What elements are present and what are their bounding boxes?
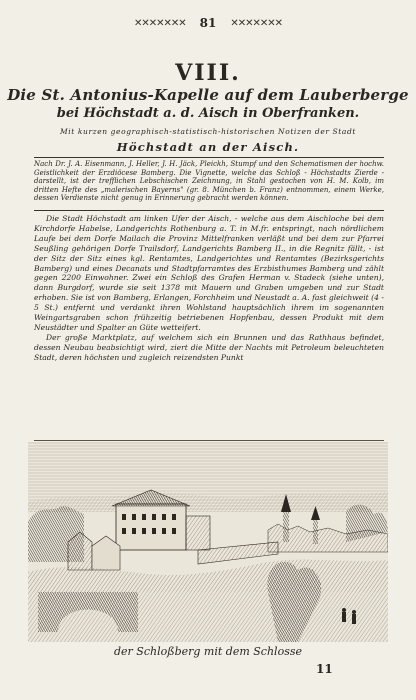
ornament-left: ✕✕✕✕✕✕✕ <box>133 17 186 29</box>
divider-top <box>34 157 384 158</box>
ornament-right: ✕✕✕✕✕✕✕ <box>230 17 282 29</box>
source-note-text: Nach Dr. J. A. Eisenmann, J. Heller, J. H. Jäck, Pleickh, Stumpf und den Schematismen der hochw. Geistlichkeit der Erzdiöcese Bamberg. Die Vignette, welche das Schloß - Höchstadts Zierde - darstellt, ist der trefflichen Lebschischen Zeichnung, in Stahl gestochen von H. M. Kolb, im dritten Hefte des „malerischen Bayerns" (gr. 8. München b. Franz) entnommen, einem Werke, dessen Verdienste nicht genug in Erinnerung gebracht werden können. <box>34 160 384 203</box>
signature-mark: 11 <box>316 662 333 676</box>
source-note <box>34 160 384 203</box>
article-subtitle: Mit kurzen geographisch-statistisch-historischen Notizen der Stadt <box>60 127 356 136</box>
article-title-line2: bei Höchstadt a. d. Aisch in Oberfranken. <box>56 106 360 121</box>
town-heading: Höchstadt an der Aisch. <box>116 140 300 154</box>
illustration-caption: der Schloßberg mit dem Schlosse <box>114 645 302 658</box>
engraving-icon <box>28 442 388 642</box>
chapter-number: VIII. <box>175 60 241 86</box>
page-header <box>0 14 416 32</box>
divider-bottom <box>34 210 384 211</box>
page-number: 81 <box>199 16 217 30</box>
paragraph-1: Die Stadt Höchstadt am linken Ufer der Aisch, - welche aus dem Aischloche bei dem Kirchdorfe Habelse, Landgerichts Rothenburg a. T. in M.fr. entspringt, nach nördlichem Laufe bei dem Dorfe Mailach die Provinz Mittelfranken verläßt und bei dem zur Pfarrei Seußling gehörigen Dorfe Trailsdorf, Landgerichts Bamberg II., in die Regnitz fällt, - ist der Sitz der Sitz eines kgl. Rentamtes, Landgerichtes und Rentamtes (Bezirksgerichts Bamberg) und eines Decanats und Stadtpfarramtes des Erzbisthumes Bamberg und zählt gegen 2200 Einwohner. Zwei ein Schloß des Grafen Herman v. Stadeck (siehe unten), dann Burgdorf, wurde sie seit 1378 mit Mauern und Graben umgeben und zur Stadt erhoben. Sie ist von Bamberg, Erlangen, Forchheim und Neustadt a. A. fast gleichweit (4 - 5 St.) entfernt und verdankt ihren Wohlstand hauptsächlich ihrem im sogenannten Weingartsgraben schon frühzeitig betriebenen Hopfenbau, dessen Produkt mit dem Neustädter und Spalter an Güte wetteifert. <box>34 214 384 332</box>
article-title: Die St. Antonius-Kapelle auf dem Lauberberge <box>7 86 409 104</box>
engraving-castle-illustration <box>28 442 388 642</box>
article-body <box>34 214 384 363</box>
illustration-border <box>34 440 384 441</box>
paragraph-2: Der große Marktplatz, auf welchem sich ein Brunnen und das Rathhaus befindet, dessen Neubau beabsichtigt wird, ziert die Mitte der Nachts mit Petroleum beleuchteten Stadt, deren höchsten und zugleich reizendsten Punkt <box>34 332 384 362</box>
